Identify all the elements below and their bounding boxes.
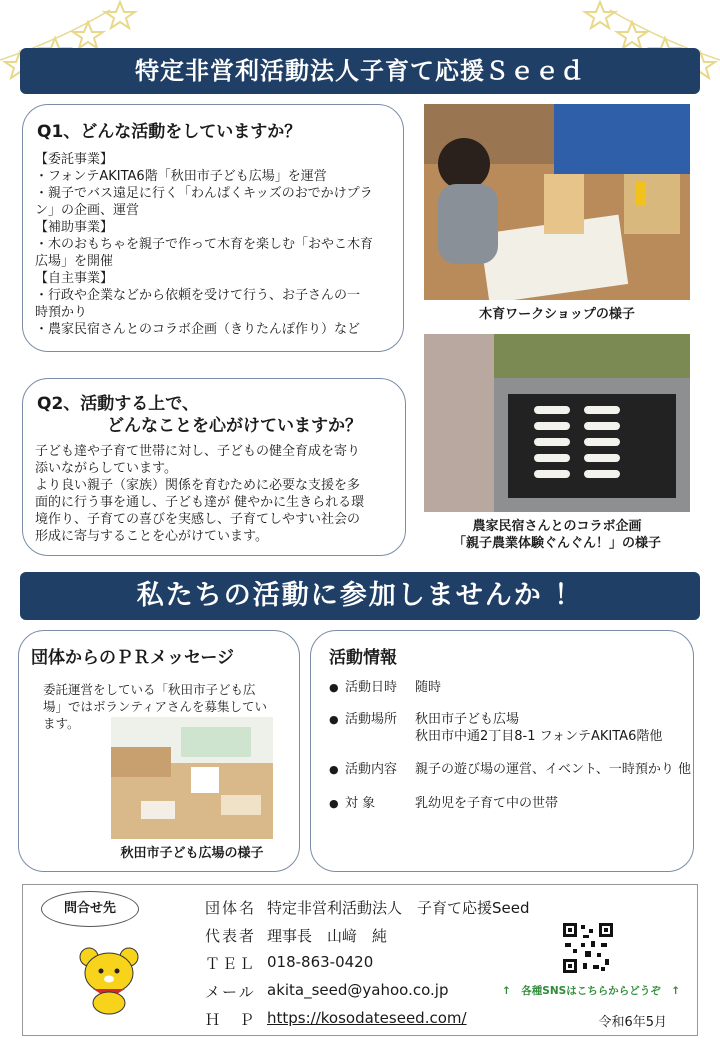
pr-card (18, 630, 300, 872)
q1-line: ・農家民宿さんとのコラボ企画（きりたんぽ作り）など (35, 322, 361, 337)
homepage-link[interactable]: https://kosodateseed.com/ (267, 1009, 467, 1027)
q2-title-line1: Q2、活動する上で、 (37, 394, 199, 414)
contact-label: 代表者 (205, 927, 257, 945)
q1-line: 広場」を開催 (35, 254, 114, 269)
info-label: 活動日時 (345, 680, 398, 695)
pr-line: ます。 (43, 716, 80, 731)
q1-line: ・木のおもちゃを親子で作って木育を楽しむ「おやこ木育 (35, 237, 374, 252)
join-us-banner: 私たちの活動に参加しませんか ！ (20, 572, 700, 620)
contact-email-link[interactable]: akita_seed@yahoo.co.jp (267, 981, 449, 999)
farm-caption-line1: 農家民宿さんとのコラボ企画 (472, 519, 642, 534)
q1-line: ・フォンテAKITA6階「秋田市子ども広場」を運営 (35, 169, 327, 184)
q1-line: ・親子でバス遠足に行く「わんぱくキッズのおでかけプラ (35, 186, 373, 201)
info-value: 親子の遊び場の運営、イベント、一時預かり 他 (415, 762, 691, 777)
info-label: 活動場所 (345, 712, 398, 727)
contact-box (22, 884, 698, 1036)
q1-card (22, 104, 404, 352)
bullet-icon: ● (329, 713, 339, 726)
issue-date: 令和6年5月 (598, 1015, 667, 1030)
kids-plaza-caption: 秋田市子ども広場の様子 (120, 846, 264, 861)
info-row-target (329, 795, 558, 812)
contact-label: Ｈ Ｐ (205, 1011, 257, 1029)
activity-info-card (310, 630, 694, 872)
q1-line: 【委託事業】 (35, 152, 114, 167)
info-title: 活動情報 (329, 648, 397, 668)
contact-label: 団体名 (205, 899, 257, 917)
wood-workshop-photo (424, 104, 690, 300)
q1-line: 時預かり (35, 305, 88, 320)
info-label: 活動内容 (345, 762, 398, 777)
farm-experience-photo (424, 334, 690, 512)
qr-code-icon[interactable] (561, 921, 615, 975)
sns-note: ↑ 各種SNSはこちらからどうぞ ↑ (501, 985, 680, 997)
contact-row-representative (205, 925, 387, 946)
q1-body (35, 151, 373, 338)
farm-caption (424, 518, 690, 552)
contact-row-email (205, 981, 448, 1002)
info-value-line2: 秋田市中通2丁目8-1 フォンテAKITA6階他 (415, 729, 663, 744)
farm-caption-line2: 「親子農業体験ぐんぐん！」の様子 (452, 536, 661, 551)
bear-mascot-icon (75, 943, 143, 1015)
contact-row-homepage (205, 1009, 467, 1030)
q2-line: 境作り、子育ての喜びを実感し、子育てしやすい社会の (35, 512, 361, 527)
bullet-icon: ● (329, 797, 339, 810)
contact-row-org (205, 897, 530, 918)
contact-label: ＴＥＬ (205, 955, 257, 973)
bullet-icon: ● (329, 763, 339, 776)
contact-value: 特定非営利活動法人 子育て応援Seed (267, 899, 530, 917)
kids-plaza-photo (111, 717, 273, 839)
q1-title: Q1、どんな活動をしていますか？ (37, 122, 302, 142)
info-value (415, 711, 662, 745)
pr-line: 委託運営をしている「秋田市子ども広 (43, 682, 256, 697)
contact-label: メール (205, 983, 256, 1001)
info-value: 乳幼児を子育て中の世帯 (415, 796, 559, 811)
q1-line: 【補助事業】 (35, 220, 114, 235)
pr-line: 場」ではボランティアさんを募集してい (43, 699, 268, 714)
q2-line: より良い親子（家族）関係を育むために必要な支援を多 (35, 478, 361, 493)
info-value: 随時 (415, 680, 442, 695)
q1-line: ン」の企画、運営 (35, 203, 140, 218)
q2-title-line2: どんなことを心がけていますか？ (107, 416, 362, 436)
info-row-content (329, 761, 691, 778)
header-title-banner: 特定非営利活動法人子育て応援Ｓｅｅｄ (20, 48, 700, 94)
contact-row-tel (205, 953, 373, 974)
info-row-schedule (329, 679, 441, 696)
contact-value: 018-863-0420 (267, 953, 374, 971)
pr-title: 団体からのＰＲメッセージ (31, 648, 234, 668)
info-row-location (329, 711, 662, 745)
info-value-line1: 秋田市子ども広場 (415, 712, 520, 727)
q2-line: 子ども達や子育て世帯に対し、子どもの健全育成を寄り (35, 444, 361, 459)
contact-value: 理事長 山﨑 純 (267, 927, 388, 945)
q2-line: 添いながらしています。 (35, 461, 177, 476)
q2-card (22, 378, 406, 556)
bullet-icon: ● (329, 681, 339, 694)
contact-bubble: 問合せ先 (41, 891, 139, 927)
q2-line: 面的に行う事を通し、子ども達が 健やかに生きられる環 (35, 495, 365, 510)
q2-body (35, 443, 364, 545)
info-label: 対 象 (345, 796, 376, 811)
q1-line: ・行政や企業などから依頼を受けて行う、お子さんの一 (35, 288, 361, 303)
wood-workshop-caption: 木育ワークショップの様子 (479, 307, 635, 322)
q1-line: 【自主事業】 (35, 271, 114, 286)
q2-line: 形成に寄与することを心がけています。 (35, 529, 268, 544)
